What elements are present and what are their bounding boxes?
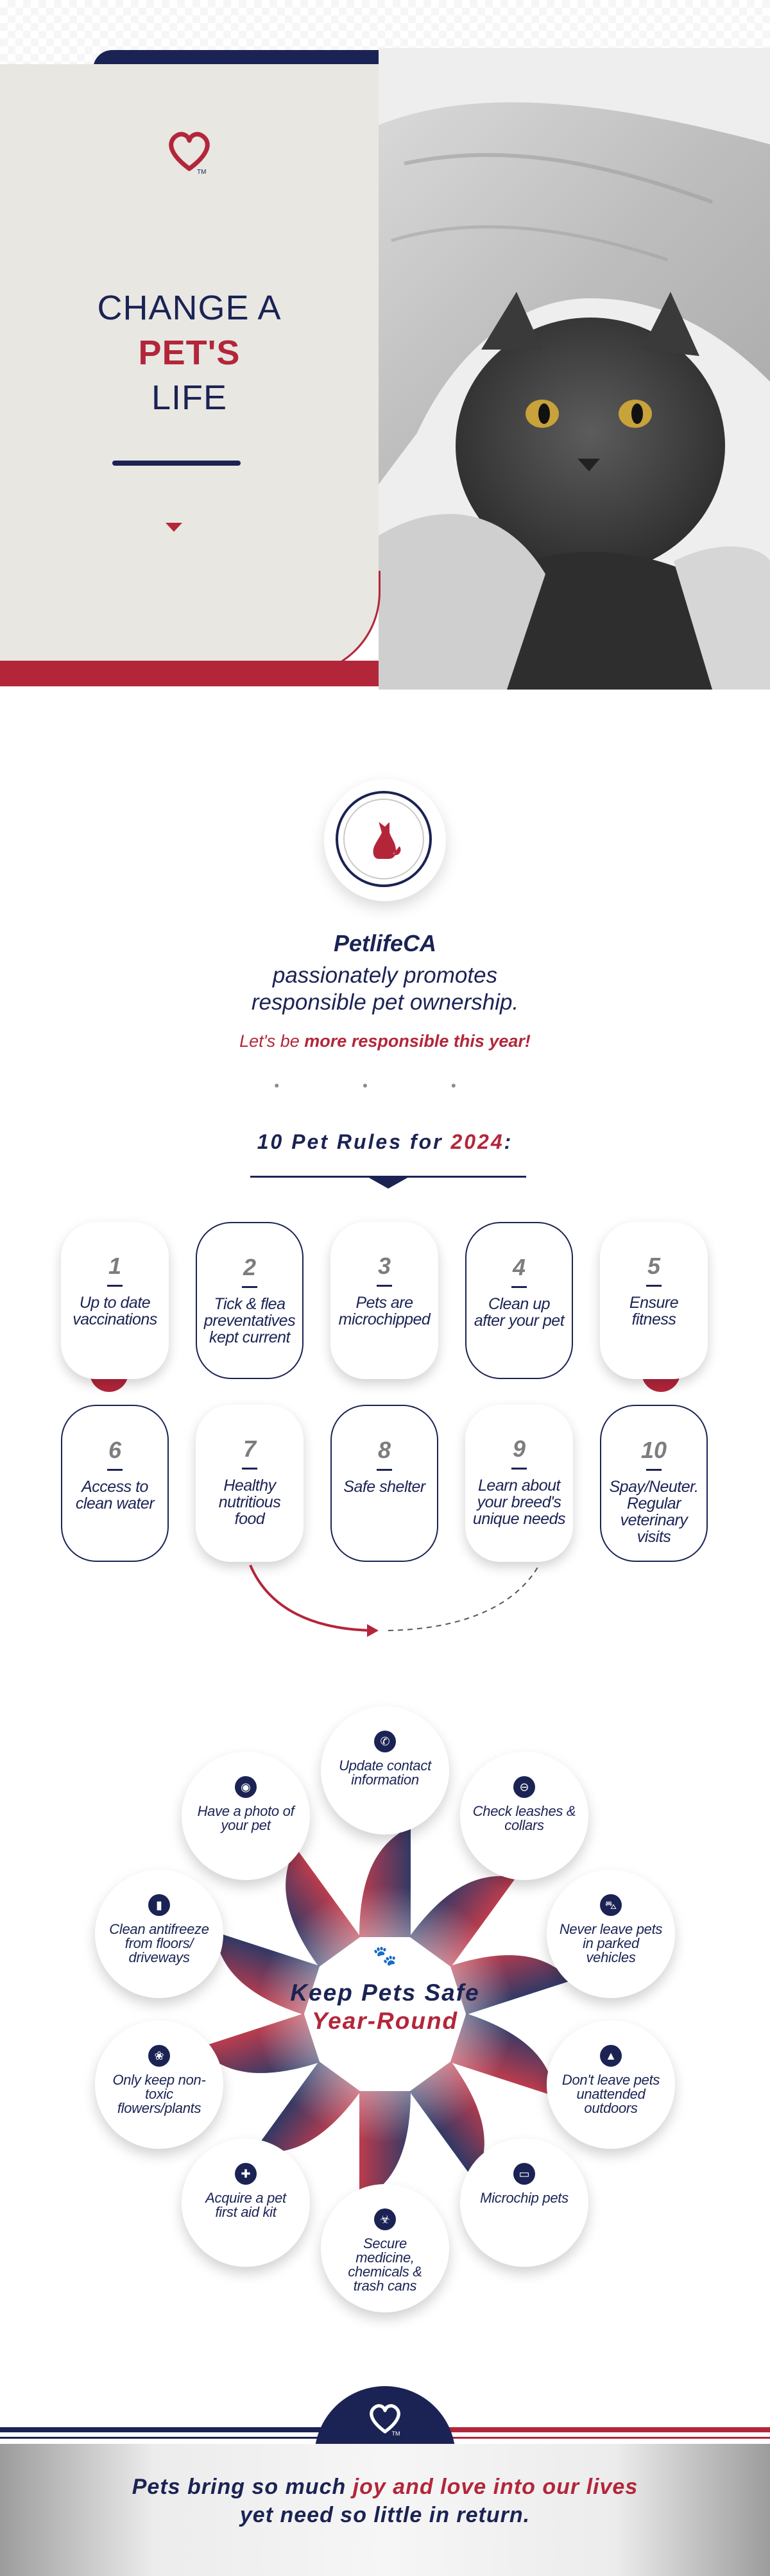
paw-icon: 🐾 [373, 1945, 397, 1967]
first-aid-icon: ✚ [235, 2163, 257, 2185]
rule-number: 1 [108, 1253, 122, 1279]
tent-icon: ▲ [600, 2045, 622, 2067]
hero-title-line1: CHANGE A [97, 289, 282, 327]
footer-quote-a: Pets bring so much [132, 2475, 353, 2499]
tagline [0, 962, 770, 1016]
heart-logo [0, 125, 379, 180]
safety-title-line2: Year-Round [311, 2008, 459, 2034]
rule-number: 9 [512, 1436, 526, 1462]
footer-red-line [430, 2427, 770, 2432]
safety-item-text: Secure medicine, chemicals & trash cans [348, 2235, 422, 2294]
microchip-icon: ▭ [513, 2163, 535, 2185]
rule-text: Access to clean water [75, 1478, 155, 1513]
rules-title-suffix: : [504, 1130, 513, 1153]
rules-down-arrow-icon [368, 1177, 409, 1189]
cta-bold: more responsible this year! [304, 1031, 531, 1051]
safety-item-text: Never leave pets in parked vehicles [559, 1921, 663, 1965]
safety-item-microchip [460, 2139, 588, 2267]
rule-text: Clean up after your pet [474, 1295, 565, 1330]
cat-under-blanket-image [379, 48, 770, 690]
rule-text: Spay/Neuter. Regular veterinary visits [609, 1478, 699, 1546]
camera-icon: ◉ [235, 1776, 257, 1798]
safety-item-text: Microchip pets [480, 2190, 569, 2206]
footer-quote-line2: yet need so little in return. [239, 2503, 531, 2527]
rule-card-7 [196, 1405, 304, 1562]
safety-item-text: Check leashes & collars [472, 1803, 576, 1833]
rule-text: Tick & flea preventatives kept current [203, 1295, 296, 1346]
footer-quote [0, 2473, 770, 2529]
rule-card-1 [61, 1222, 169, 1379]
heart-logo-icon [366, 2399, 404, 2437]
biohazard-icon: ☣ [374, 2208, 396, 2230]
footer-logo-trademark: TM [391, 2430, 400, 2437]
car-icon: ⛍ [600, 1894, 622, 1916]
safety-title-line1: Keep Pets Safe [290, 1979, 480, 2006]
footer-heart-logo [366, 2399, 404, 2437]
rule-card-2 [196, 1222, 304, 1379]
safety-item-text: Clean antifreeze from floors/ driveways [109, 1921, 209, 1965]
safety-item-vehicles [547, 1870, 675, 1998]
safety-item-contact [321, 1706, 449, 1835]
cat-photo [379, 48, 770, 690]
safety-item-photo [182, 1752, 310, 1880]
rule-card-8 [330, 1405, 438, 1562]
rule-number: 7 [243, 1436, 257, 1462]
rule-card-9 [465, 1405, 573, 1562]
footer-red-thin-line [430, 2437, 770, 2439]
safety-item-text: Update contact information [339, 1758, 431, 1788]
safety-item-text: Only keep non-toxic flowers/plants [112, 2072, 206, 2116]
safety-item-text: Acquire a pet first aid kit [205, 2190, 286, 2220]
footer-navy-line [0, 2427, 340, 2432]
footer-navy-thin-line [0, 2437, 340, 2439]
safety-item-outdoors [547, 2021, 675, 2149]
rules-title-year: 2024 [450, 1130, 504, 1153]
rule-number: 5 [647, 1253, 661, 1279]
hero-down-arrow-icon [166, 523, 182, 532]
rule-card-4 [465, 1222, 573, 1379]
rule-number: 10 [640, 1437, 667, 1463]
curved-arrow [244, 1552, 552, 1642]
rule-number: 8 [377, 1437, 391, 1463]
hero-title [0, 285, 379, 420]
rule-card-3 [330, 1222, 438, 1379]
rule-text: Learn about your breed's unique needs [472, 1477, 566, 1528]
rule-text: Up to date vaccinations [73, 1294, 157, 1328]
hero-title-line3: LIFE [151, 378, 228, 417]
safety-item-antifreeze [95, 1870, 223, 1998]
hero-divider [112, 461, 241, 466]
rule-text: Safe shelter [343, 1478, 425, 1496]
rule-card-6 [61, 1405, 169, 1562]
rules-title-prefix: 10 Pet Rules for [257, 1130, 451, 1153]
safety-item-first-aid [182, 2139, 310, 2267]
safety-item-plants [95, 2021, 223, 2149]
leash-icon: ⊖ [513, 1776, 535, 1798]
rule-number: 6 [108, 1437, 122, 1463]
rule-number: 4 [512, 1254, 526, 1280]
footer-quote-red: joy and love into our lives [352, 2475, 638, 2499]
rule-card-5 [600, 1222, 708, 1379]
phone-icon: ✆ [374, 1731, 396, 1752]
bottle-icon: ▮ [148, 1894, 170, 1916]
cta-text [0, 1031, 770, 1051]
logo-trademark: TM [197, 169, 207, 176]
safety-item-leashes [460, 1752, 588, 1880]
brand-name: PetlifeCA [333, 930, 437, 956]
cat-silhouette-icon [359, 813, 411, 865]
arrow-head-icon [367, 1624, 379, 1637]
heart-logo-icon [164, 125, 215, 176]
safety-item-text: Don't leave pets unattended outdoors [561, 2072, 660, 2116]
rule-number: 3 [377, 1253, 391, 1279]
rule-number: 2 [243, 1254, 257, 1280]
cta-prefix: Let's be [239, 1031, 305, 1051]
safety-item-text: Have a photo of your pet [197, 1803, 295, 1833]
rule-text: Pets are microchipped [338, 1294, 431, 1328]
hero-title-line2: PET'S [138, 334, 241, 372]
rules-title [0, 1130, 770, 1154]
rule-text: Healthy nutritious food [218, 1477, 281, 1528]
rule-text: Ensure fitness [629, 1294, 679, 1328]
flower-icon: ❀ [148, 2045, 170, 2067]
tagline-line2: responsible pet ownership. [251, 990, 519, 1015]
dots-divider: • • • [274, 1078, 496, 1094]
rule-card-10 [600, 1405, 708, 1562]
tagline-line1: passionately promotes [272, 963, 498, 988]
safety-item-medicine [321, 2184, 449, 2312]
